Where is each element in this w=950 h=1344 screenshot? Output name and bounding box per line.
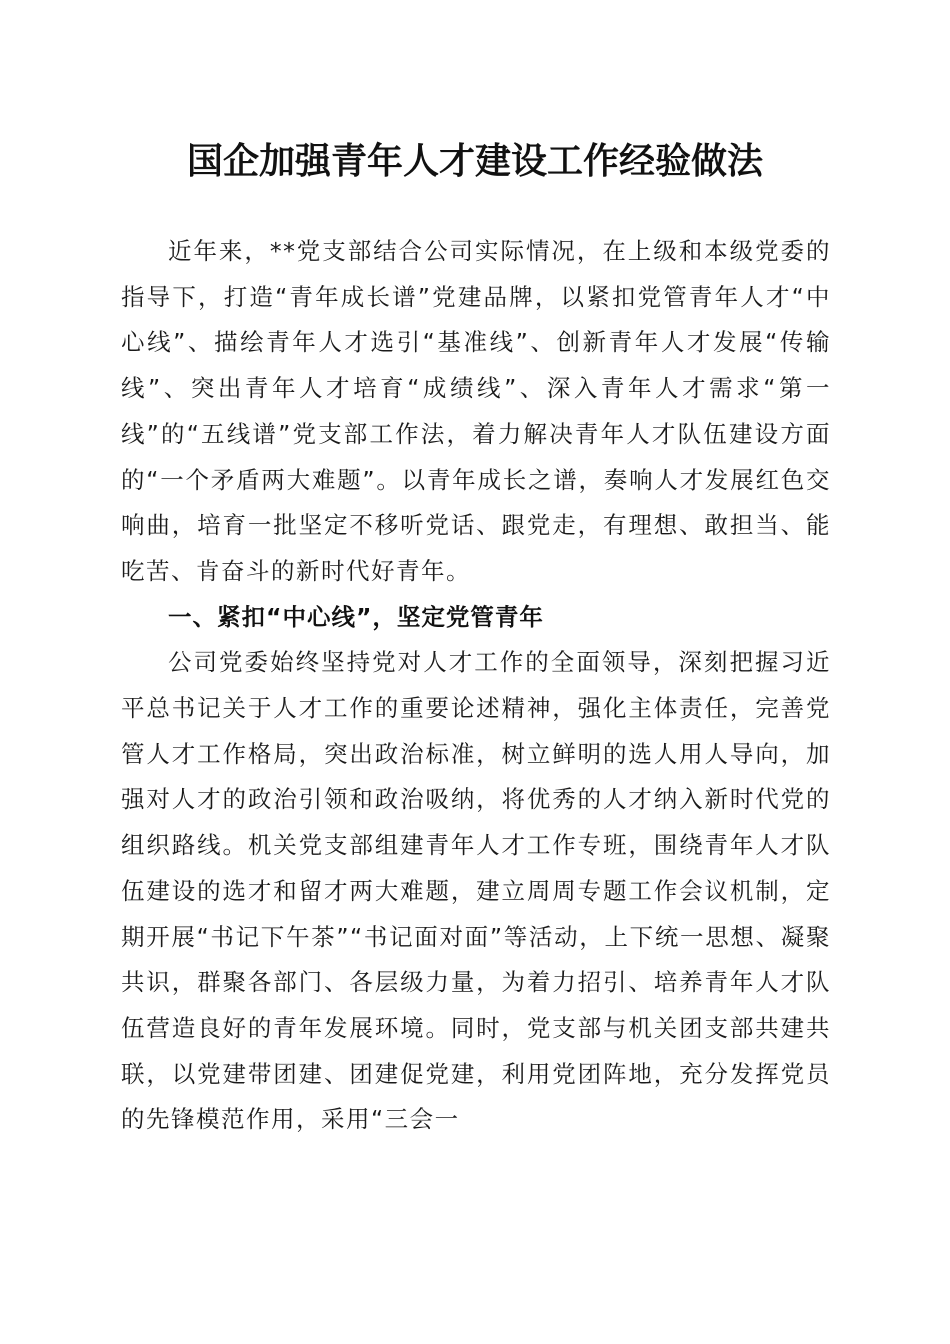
section-1-heading: 一、紧扣“中心线”，坚定党管青年 bbox=[168, 602, 544, 631]
document-title: 国企加强青年人才建设工作经验做法 bbox=[186, 140, 763, 182]
intro-paragraph: 近年来，**党支部结合公司实际情况，在上级和本级党委的指导下，打造“青年成长谱”党建品牌，以紧扣党管青年人才“中心线”、描绘青年人才选引“基准线”、创新青年人才发展“传输线”、突出青年人才培育“成绩线”、深入青年人才需求“第一线”的“五线谱”党支部工作法，着力解决青年人才队伍建设方面的“一个矛盾两大难题”。以青年成长之谱，奏响人才发展红色交响曲，培育一批坚定不移听党话、跟党走，有理想、敢担当、能吃苦、肯奋斗的新时代好青年。 bbox=[121, 237, 831, 585]
document-body bbox=[121, 229, 831, 1143]
section-1-paragraph: 公司党委始终坚持党对人才工作的全面领导，深刻把握习近平总书记关于人才工作的重要论述精神，强化主体责任，完善党管人才工作格局，突出政治标准，树立鲜明的选人用人导向，加强对人才的政治引领和政治吸纳，将优秀的人才纳入新时代党的组织路线。机关党支部组建青年人才工作专班，围绕青年人才队伍建设的选才和留才两大难题，建立周周专题工作会议机制，定期开展“书记下午茶”“书记面对面”等活动，上下统一思想、凝聚共识，群聚各部门、各层级力量，为着力招引、培养青年人才队伍营造良好的青年发展环境。同时，党支部与机关团支部共建共联，以党建带团建、团建促党建，利用党团阵地，充分发挥党员的先锋模范作用，采用“三会一 bbox=[121, 648, 831, 1134]
